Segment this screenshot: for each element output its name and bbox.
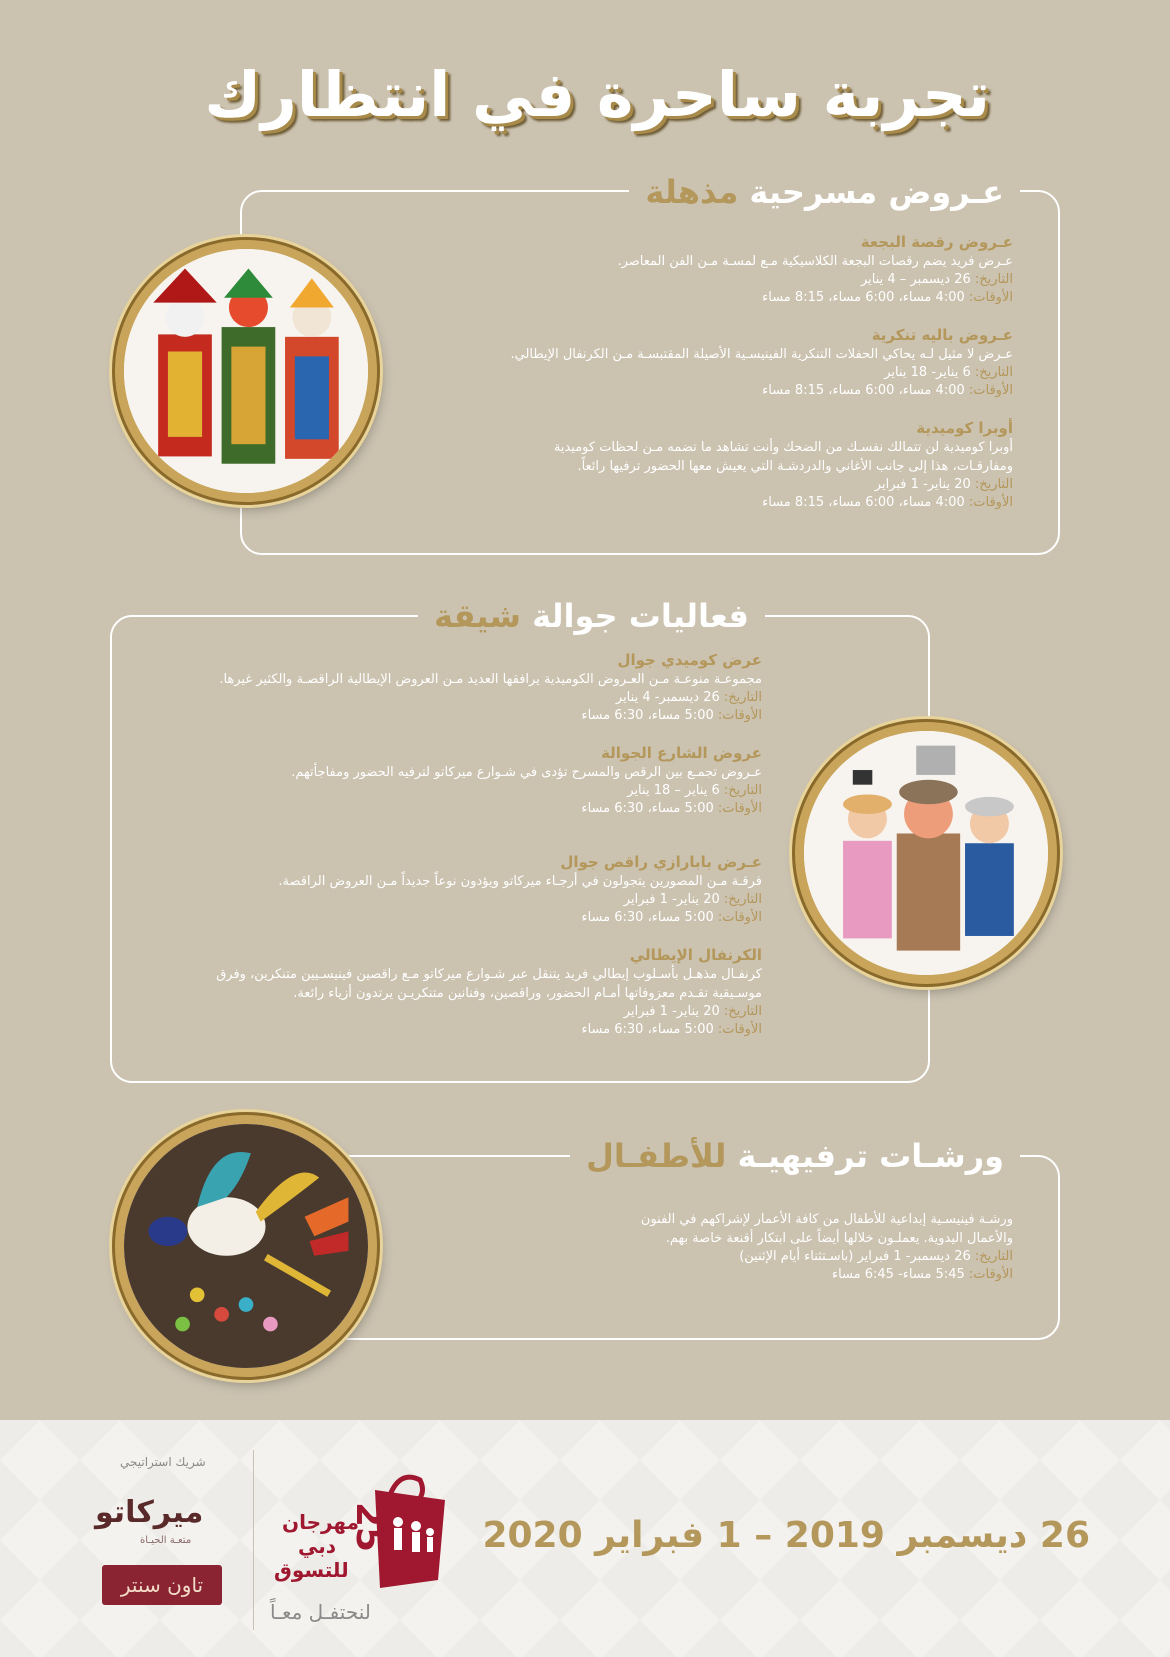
date-label: التاريخ: — [974, 1249, 1013, 1264]
festival-dates: 26 ديسمبر 2019 – 1 فبراير 2020 — [482, 1515, 1090, 1556]
dsf-number: 25 — [348, 1502, 389, 1553]
event-description: كرنفـال مذهـل بأسـلوب إيطالي فريد يتنقل عبر شـوارع ميركاتو مـع راقصين فينيسـيين متنكرين، وفرق — [216, 967, 762, 982]
heading-gold-text: شيقة — [433, 597, 521, 635]
event-date: التاريخ: 20 يناير- 1 فبراير — [623, 1004, 762, 1019]
event-comic-opera — [393, 418, 1013, 512]
event-paparazzi-dance — [112, 852, 762, 927]
event-time: الأوقات: 5:00 مساء، 6:30 مساء — [581, 801, 762, 816]
event-time: الأوقات: 4:00 مساء، 6:00 مساء، 8:15 مساء — [762, 290, 1013, 305]
heading-gold-text: للأطفـال — [586, 1137, 727, 1175]
event-description: فرقـة مـن المصورين يتجولون في أرجـاء ميركاتو ويؤدون نوعاً جديداً مـن العروض الراقصة. — [278, 874, 762, 889]
event-masquerade-ballet — [393, 325, 1013, 400]
event-time: الأوقات: 5:45 مساء- 6:45 مساء — [831, 1267, 1013, 1282]
date-label: التاريخ: — [723, 783, 762, 798]
event-date: التاريخ: 6 يناير – 18 يناير — [627, 783, 762, 798]
roaming-activities-heading — [418, 596, 765, 636]
dsf-tagline: لنحتفـل معـاً — [270, 1600, 371, 1624]
dsf-line3: للتسوق — [274, 1558, 349, 1582]
event-date: التاريخ: 26 ديسمبر- 1 فبراير (باسـتثناء أيام الإثنين) — [739, 1249, 1013, 1264]
theatre-shows-heading — [629, 172, 1020, 212]
event-description: ومفارقـات، هذا إلى جانب الأغاني والدردشـة التي يعيش معها الحضور ترفيها رائعاً. — [577, 459, 1013, 474]
date-label: التاريخ: — [723, 1004, 762, 1019]
town-centre-logo: تاون سنتر — [102, 1565, 222, 1605]
event-date: التاريخ: 20 يناير- 1 فبراير — [623, 892, 762, 907]
date-label: التاريخ: — [723, 690, 762, 705]
event-street-shows — [112, 743, 762, 818]
event-time: الأوقات: 5:00 مساء، 6:30 مساء — [581, 708, 762, 723]
event-date: التاريخ: 26 ديسمبر – 4 يناير — [860, 272, 1013, 287]
time-label: الأوقات: — [717, 708, 762, 723]
time-label: الأوقات: — [968, 1267, 1013, 1282]
carnival-costumes-photo — [115, 240, 377, 502]
event-italian-carnival — [112, 945, 762, 1039]
event-description: مجموعـة منوعـة مـن العـروض الكوميدية يرافقها العديد مـن العروض الإيطالية الراقصـة والكثير غيرها. — [219, 672, 762, 687]
strategic-partner-label: شريك استراتيجي — [120, 1455, 206, 1469]
time-label: الأوقات: — [968, 290, 1013, 305]
time-label: الأوقات: — [968, 495, 1013, 510]
heading-white-text: ورشـات ترفيهيـة — [737, 1137, 1004, 1175]
event-description: موسـيقية تقـدم معزوفاتها أمـام الحضور، وراقصين، وفنانين متنكريـن يرتدون أزياء رائعة. — [293, 986, 762, 1001]
event-title: عـروض باليه تنكرية — [871, 326, 1013, 344]
event-time: الأوقات: 4:00 مساء، 6:00 مساء، 8:15 مساء — [762, 383, 1013, 398]
event-description: والأعمال اليدوية. يعملـون خلالها أيضاً على ابتكار أقنعة خاصة بهم. — [665, 1231, 1013, 1246]
footer-divider — [253, 1450, 254, 1630]
time-label: الأوقات: — [717, 910, 762, 925]
event-description: عـرض فريد يضم رقصات البجعة الكلاسيكية مـع لمسـة مـن الفن المعاصر. — [617, 254, 1013, 269]
event-roaming-comedy — [112, 650, 762, 725]
event-description: أوبرا كوميدية لن تتمالك نفسـك من الضحك وأنت تشاهد ما تضمه مـن لحظات كوميدية — [553, 440, 1013, 455]
merkato-logo: ميركاتو — [95, 1495, 204, 1530]
event-title: عروض الشارع الجوالة — [601, 744, 762, 762]
event-description: عـروض تجمـع بين الرقص والمسرح تؤدى في شـوارع ميركاتو لترفيه الحضور ومفاجأتهم. — [291, 765, 762, 780]
event-swan-lake — [393, 232, 1013, 307]
event-kids-workshop — [453, 1210, 1013, 1284]
date-label: التاريخ: — [723, 892, 762, 907]
event-title: عـرض بابارازي راقص جوال — [560, 853, 762, 871]
time-label: الأوقات: — [968, 383, 1013, 398]
heading-white-text: فعاليات جوالة — [532, 597, 749, 635]
event-title: عرض كوميدي جوال — [617, 651, 762, 669]
heading-white-text: عـروض مسرحية — [749, 173, 1004, 211]
dsf-logo — [270, 1460, 480, 1630]
footer — [0, 1420, 1170, 1657]
dsf-line2: دبي — [298, 1534, 337, 1558]
event-time: الأوقات: 5:00 مساء، 6:30 مساء — [581, 910, 762, 925]
kids-workshops-heading — [570, 1136, 1020, 1176]
event-time: الأوقات: 4:00 مساء، 6:00 مساء، 8:15 مساء — [762, 495, 1013, 510]
date-label: التاريخ: — [974, 477, 1013, 492]
heading-gold-text: مذهلة — [645, 173, 739, 211]
page-title: تجربة ساحرة في انتظارك — [204, 58, 990, 131]
event-title: عـروض رقصة البجعة — [860, 233, 1013, 251]
event-date: التاريخ: 20 يناير- 1 فبراير — [874, 477, 1013, 492]
time-label: الأوقات: — [717, 801, 762, 816]
date-label: التاريخ: — [974, 365, 1013, 380]
dsf-line1: مهرجان — [282, 1510, 360, 1534]
event-title: الكرنفال الإيطالي — [629, 946, 762, 964]
event-date: التاريخ: 6 يناير- 18 يناير — [884, 365, 1013, 380]
paparazzi-photo — [795, 722, 1057, 984]
event-date: التاريخ: 26 ديسمبر- 4 يناير — [615, 690, 762, 705]
event-description: ورشـة فينيسـية إبداعية للأطفال من كافة الأعمار لإشراكهم في الفنون — [640, 1212, 1013, 1227]
date-label: التاريخ: — [974, 272, 1013, 287]
event-description: عـرض لا مثيل لـه يحاكي الحفلات التنكرية الفينيسـية الأصيلة المقتبسـة مـن الكرنفال الإيطالي. — [510, 347, 1013, 362]
masks-crafts-photo — [115, 1115, 377, 1377]
time-label: الأوقات: — [717, 1022, 762, 1037]
event-time: الأوقات: 5:00 مساء، 6:30 مساء — [581, 1022, 762, 1037]
event-title: أوبرا كوميدية — [916, 419, 1013, 437]
merkato-tagline: متعـة الحيـاة — [140, 1535, 192, 1546]
